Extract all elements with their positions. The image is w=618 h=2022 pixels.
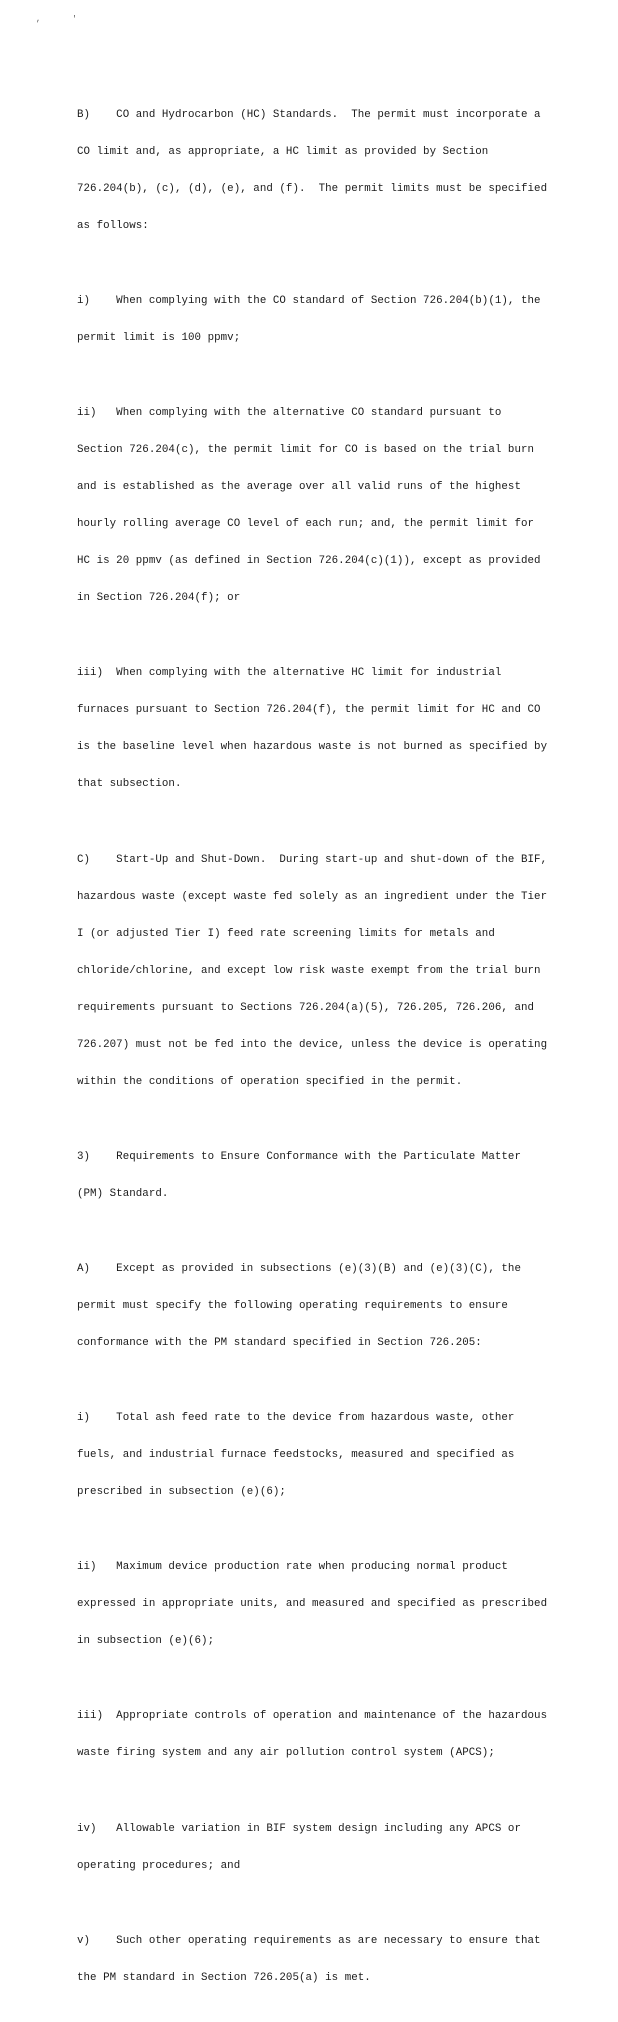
scan-artifact-mark: ' (72, 15, 77, 24)
paragraph-pm-a (77, 1238, 557, 1374)
text-line: CO limit and, as appropriate, a HC limit as provided by Section (77, 145, 489, 158)
scan-artifact-mark: , (36, 15, 41, 24)
paragraph-hc-limit-iii (77, 643, 557, 816)
text-line: is the baseline level when hazardous waste is not burned as specified by (77, 741, 548, 754)
text-line: HC is 20 ppmv (as defined in Section 726.204(c)(1)), except as provided (77, 555, 541, 568)
text-line: 3) Requirements to Ensure Conformance with the Particulate Matter (77, 1150, 521, 1163)
text-line: chloride/chlorine, and except low risk waste exempt from the trial burn (77, 964, 541, 977)
text-line: A) Except as provided in subsections (e)(3)(B) and (e)(3)(C), the (77, 1262, 521, 1275)
text-line: prescribed in subsection (e)(6); (77, 1486, 286, 1499)
text-line: that subsection. (77, 778, 182, 791)
paragraph-co-alternative-ii (77, 382, 557, 629)
text-line: i) Total ash feed rate to the device from hazardous waste, other (77, 1412, 515, 1425)
paragraph-pm-iii (77, 1686, 557, 1785)
text-line: furnaces pursuant to Section 726.204(f), the permit limit for HC and CO (77, 704, 541, 717)
text-line: in Section 726.204(f); or (77, 592, 241, 605)
text-line: Section 726.204(c), the permit limit for CO is based on the trial burn (77, 444, 535, 457)
text-line: as follows: (77, 219, 149, 232)
text-line: permit must specify the following operating requirements to ensure (77, 1299, 508, 1312)
text-line: (PM) Standard. (77, 1187, 169, 1200)
text-line: 726.207) must not be fed into the device, unless the device is operating (77, 1038, 548, 1051)
paragraph-pm-i (77, 1387, 557, 1523)
document-body (77, 84, 557, 2022)
paragraph-pm-iv (77, 1798, 557, 1897)
text-line: within the conditions of operation specified in the permit. (77, 1075, 463, 1088)
paragraph-startup-shutdown (77, 829, 557, 1113)
text-line: operating procedures; and (77, 1859, 241, 1872)
text-line: 726.204(b), (c), (d), (e), and (f). The permit limits must be specified (77, 182, 548, 195)
text-line: permit limit is 100 ppmv; (77, 331, 241, 344)
text-line: v) Such other operating requirements as are necessary to ensure that (77, 1934, 541, 1947)
text-line: ii) When complying with the alternative CO standard pursuant to (77, 407, 502, 420)
text-line: the PM standard in Section 726.205(a) is met. (77, 1971, 371, 1984)
text-line: in subsection (e)(6); (77, 1635, 215, 1648)
text-line: ii) Maximum device production rate when producing normal product (77, 1561, 508, 1574)
text-line: conformance with the PM standard specified in Section 726.205: (77, 1337, 482, 1349)
text-line: i) When complying with the CO standard of Section 726.204(b)(1), the (77, 294, 541, 307)
text-line: hazardous waste (except waste fed solely as an ingredient under the Tier (77, 890, 548, 903)
paragraph-pm-v (77, 1910, 557, 2009)
paragraph-co-standard-i (77, 270, 557, 369)
text-line: C) Start-Up and Shut-Down. During start-up and shut-down of the BIF, (77, 853, 548, 866)
text-line: fuels, and industrial furnace feedstocks, measured and specified as (77, 1449, 515, 1462)
text-line: expressed in appropriate units, and measured and specified as prescribed (77, 1598, 548, 1611)
text-line: hourly rolling average CO level of each run; and, the permit limit for (77, 518, 535, 531)
text-line: I (or adjusted Tier I) feed rate screening limits for metals and (77, 927, 495, 940)
text-line: B) CO and Hydrocarbon (HC) Standards. The permit must incorporate a (77, 108, 541, 121)
text-line: iii) When complying with the alternative HC limit for industrial (77, 667, 502, 680)
text-line: iv) Allowable variation in BIF system design including any APCS or (77, 1822, 521, 1835)
paragraph-co-hc-standards (77, 84, 557, 257)
text-line: requirements pursuant to Sections 726.204(a)(5), 726.205, 726.206, and (77, 1001, 535, 1014)
text-line: waste firing system and any air pollution control system (APCS); (77, 1747, 495, 1760)
text-line: and is established as the average over all valid runs of the highest (77, 481, 521, 494)
paragraph-pm-ii (77, 1537, 557, 1673)
paragraph-pm-requirements (77, 1126, 557, 1225)
text-line: iii) Appropriate controls of operation and maintenance of the hazardous (77, 1710, 548, 1723)
